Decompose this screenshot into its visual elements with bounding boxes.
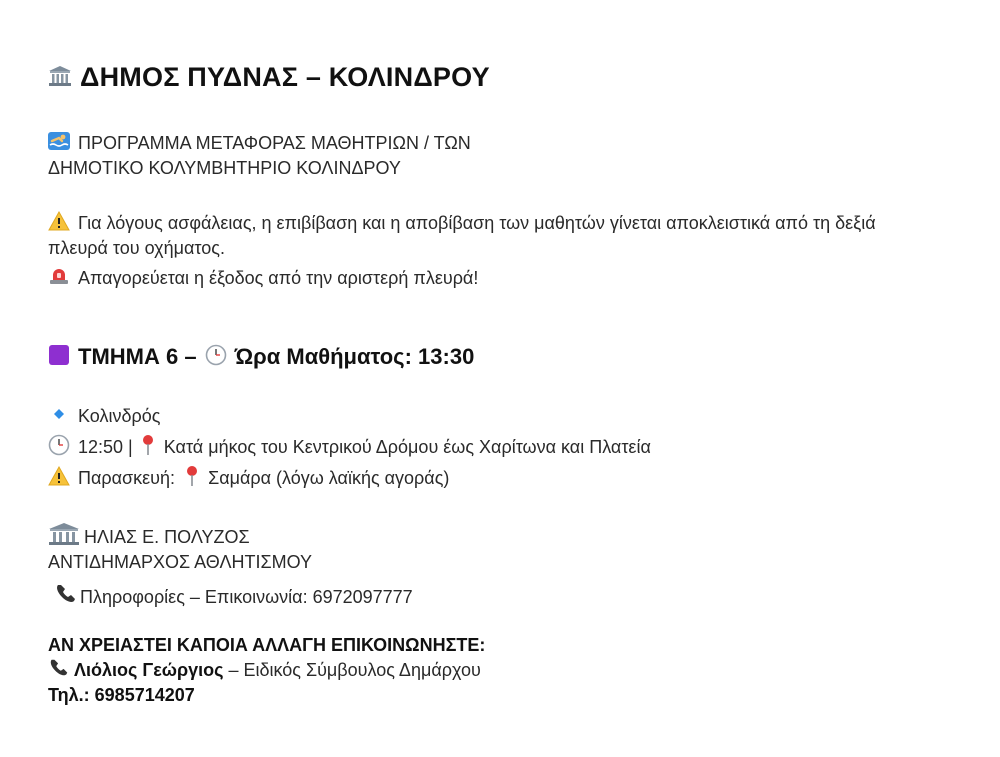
program-line-1 — [48, 131, 471, 156]
contact-person-role: – Ειδικός Σύμβουλος Δημάρχου — [223, 660, 481, 680]
route-friday-label: Παρασκευή: — [78, 468, 176, 488]
safety-alert — [48, 266, 478, 291]
swimmer-icon — [48, 132, 70, 150]
pin-icon — [140, 434, 156, 456]
signature-name-text: ΗΛΙΑΣ Ε. ΠΟΛΥΖΟΣ — [84, 527, 250, 547]
clock-icon — [48, 434, 70, 456]
contact-person — [48, 658, 481, 683]
route-path-text: Κατά μήκος του Κεντρικού Δρόμου έως Χαρίτωνα και Πλατεία — [163, 437, 651, 457]
program-line-2 — [48, 156, 401, 181]
purple-square-icon — [48, 344, 70, 366]
route-friday — [48, 466, 449, 491]
route-town — [48, 404, 160, 429]
signature-info — [48, 585, 413, 610]
route-time-text: 12:50 | — [78, 437, 133, 457]
safety-alert-text: Απαγορεύεται η έξοδος από την αριστερή πλευρά! — [78, 268, 479, 288]
route-friday-detail: Σαμάρα (λόγω λαϊκής αγοράς) — [208, 468, 450, 488]
route-time — [48, 435, 651, 460]
contact-phone-text: Τηλ.: 6985714207 — [48, 685, 195, 705]
section-heading-prefix: ΤΜΗΜΑ 6 – — [78, 344, 197, 369]
blue-diamond-icon — [48, 405, 70, 423]
section-heading-suffix: Ώρα Μαθήματος: 13:30 — [234, 344, 475, 369]
safety-warning — [48, 211, 928, 261]
document-title-row — [48, 62, 490, 93]
phone-icon — [54, 582, 78, 606]
page-title: ΔΗΜΟΣ ΠΥΔΝΑΣ – ΚΟΛΙΝΔΡΟΥ — [80, 62, 490, 92]
contact-heading-text: ΑΝ ΧΡΕΙΑΣΤΕΙ ΚΑΠΟΙΑ ΑΛΛΑΓΗ ΕΠΙΚΟΙΝΩΝΗΣΤΕ: — [48, 635, 486, 655]
route-town-text: Κολινδρός — [78, 406, 161, 426]
signature-role — [48, 550, 312, 575]
siren-icon — [48, 266, 70, 286]
signature-role-text: ΑΝΤΙΔΗΜΑΡΧΟΣ ΑΘΛΗΤΙΣΜΟΥ — [48, 552, 313, 572]
clock-icon — [205, 344, 227, 366]
signature-name — [48, 525, 250, 550]
contact-person-name: Λιόλιος Γεώργιος — [74, 660, 224, 680]
program-title-line-1: ΠΡΟΓΡΑΜΜΑ ΜΕΤΑΦΟΡΑΣ ΜΑΘΗΤΡΙΩΝ / ΤΩΝ — [78, 133, 471, 153]
section-heading — [48, 344, 474, 370]
safety-warning-text: Για λόγους ασφάλειας, η επιβίβαση και η αποβίβαση των μαθητών γίνεται αποκλειστικά από τη δεξιά πλευρά του οχήματος. — [48, 213, 876, 258]
contact-heading — [48, 633, 485, 658]
phone-icon — [48, 657, 70, 679]
signature-info-text: Πληροφορίες – Επικοινωνία: 6972097777 — [80, 587, 413, 607]
classical-building-icon — [48, 522, 80, 546]
warning-icon — [48, 466, 70, 486]
classical-building-icon — [48, 65, 72, 87]
warning-icon — [48, 211, 70, 231]
program-title-line-2: ΔΗΜΟΤΙΚΟ ΚΟΛΥΜΒΗΤΗΡΙΟ ΚΟΛΙΝΔΡΟΥ — [48, 158, 401, 178]
contact-phone — [48, 683, 195, 708]
pin-icon — [184, 465, 200, 487]
